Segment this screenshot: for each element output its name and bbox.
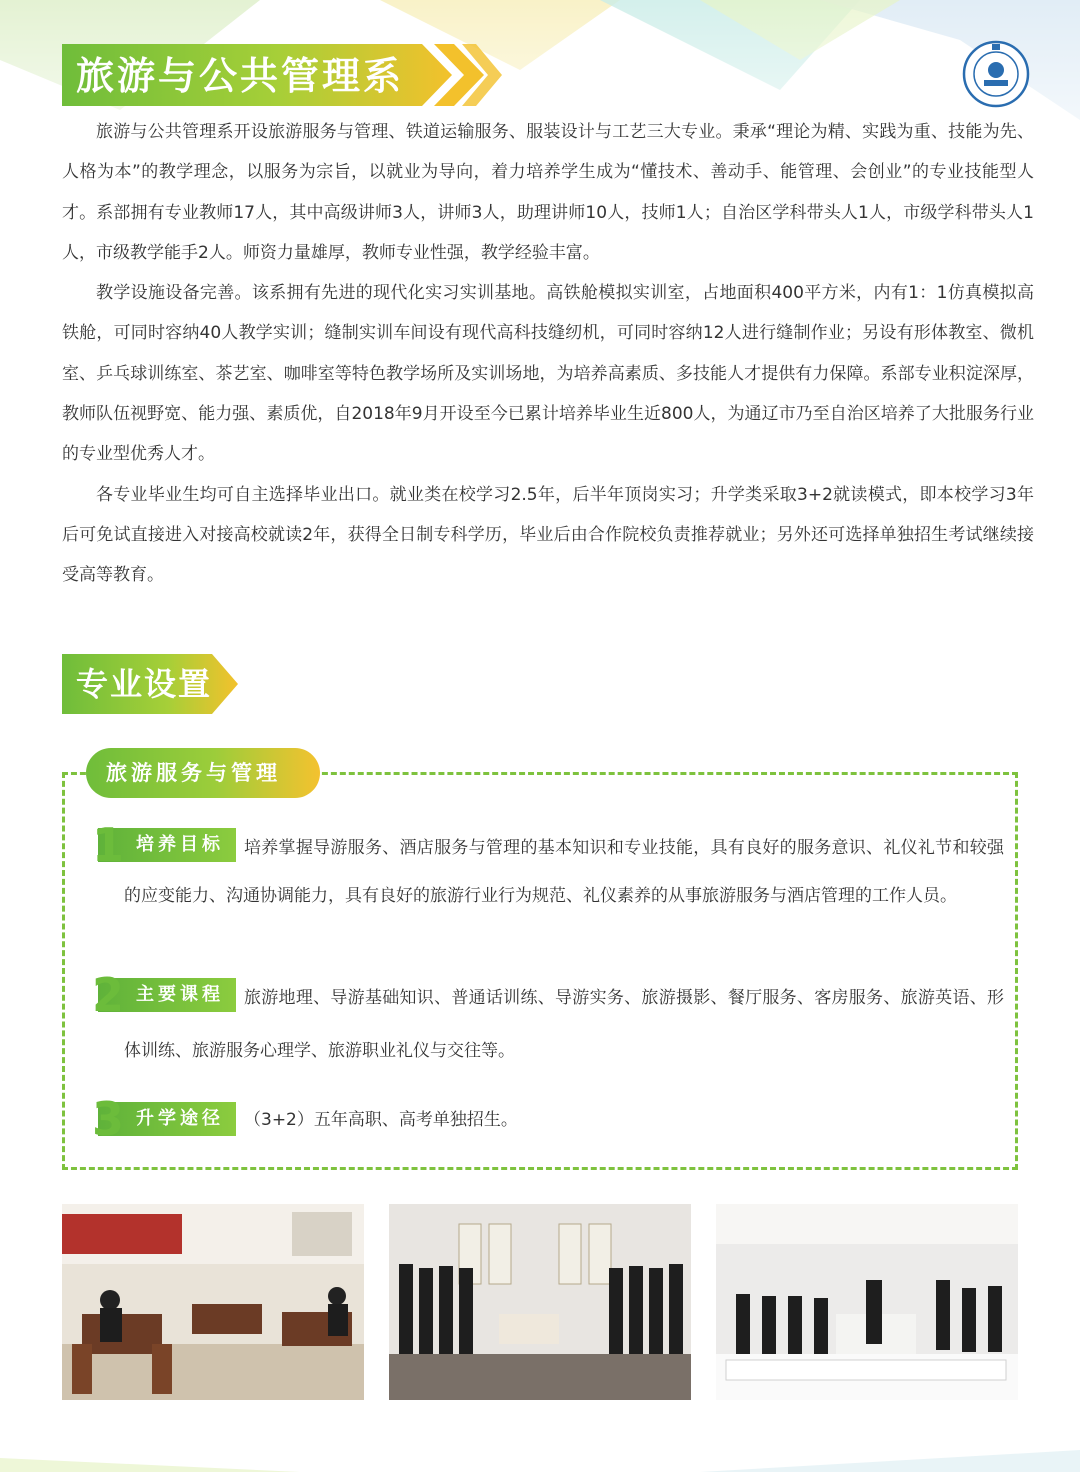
item-tag-main-courses: 主要课程: [98, 978, 236, 1012]
item-text-further-study: （3+2）五年高职、高考单独招生。: [244, 1110, 518, 1130]
item-tag-further-study: 升学途径: [98, 1102, 236, 1136]
item-number: 2: [92, 968, 125, 1022]
department-title: 旅游与公共管理系: [76, 54, 405, 98]
etiquette-training-photo: [389, 1204, 691, 1400]
housekeeping-training-photo: [716, 1204, 1018, 1400]
footer-decoration: [0, 1440, 1080, 1472]
item-number: 3: [92, 1092, 125, 1146]
section-title: 专业设置: [76, 665, 213, 703]
department-introduction: [62, 112, 1034, 596]
item-text-training-goal: 培养掌握导游服务、酒店服务与管理的基本知识和专业技能，具有良好的服务意识、礼仪礼节和较强的应变能力、沟通协调能力，具有良好的旅游行业行为规范、礼仪素养的从事旅游服务与酒店管理的工作人员。: [124, 838, 1004, 906]
item-number: 1: [92, 818, 125, 872]
tea-room-photo: [62, 1204, 364, 1400]
item-tag-training-goal: 培养目标: [98, 828, 236, 862]
school-logo: [962, 40, 1030, 108]
intro-paragraph: 各专业毕业生均可自主选择毕业出口。就业类在校学习2.5年，后半年顶岗实习；升学类采取3+2就读模式，即本校学习3年后可免试直接进入对接高校就读2年，获得全日制专科学历，毕业后由合作院校负责推荐就业；另外还可选择单独招生考试继续接受高等教育。: [62, 484, 1034, 586]
major-name: 旅游服务与管理: [106, 761, 281, 785]
intro-paragraph: 旅游与公共管理系开设旅游服务与管理、铁道运输服务、服装设计与工艺三大专业。秉承“理论为精、实践为重、技能为先、人格为本”的教学理念，以服务为宗旨，以就业为导向，着力培养学生成为“懂技术、善动手、能管理、会创业”的专业技能型人才。系部拥有专业教师17人，其中高级讲师3人，讲师3人，助理讲师10人，技师1人；自治区学科带头人1人，市级学科带头人1人，市级教学能手2人。师资力量雄厚，教师专业性强，教学经验丰富。: [62, 122, 1034, 263]
intro-paragraph: 教学设施设备完善。该系拥有先进的现代化实习实训基地。高铁舱模拟实训室，占地面积400平方米，内有1：1仿真模拟高铁舱，可同时容纳40人教学实训；缝制实训车间设有现代高科技缝纫机，可同时容纳12人进行缝制作业；另设有形体教室、微机室、乒乓球训练室、茶艺室、咖啡室等特色教学场所及实训场地，为培养高素质、多技能人才提供有力保障。系部专业积淀深厚，教师队伍视野宽、能力强、素质优，自2018年9月开设至今已累计培养毕业生近800人，为通辽市乃至自治区培养了大批服务行业的专业型优秀人才。: [62, 283, 1034, 465]
item-text-main-courses: 旅游地理、导游基础知识、普通话训练、导游实务、旅游摄影、餐厅服务、客房服务、旅游英语、形体训练、旅游服务心理学、旅游职业礼仪与交往等。: [124, 988, 1004, 1061]
